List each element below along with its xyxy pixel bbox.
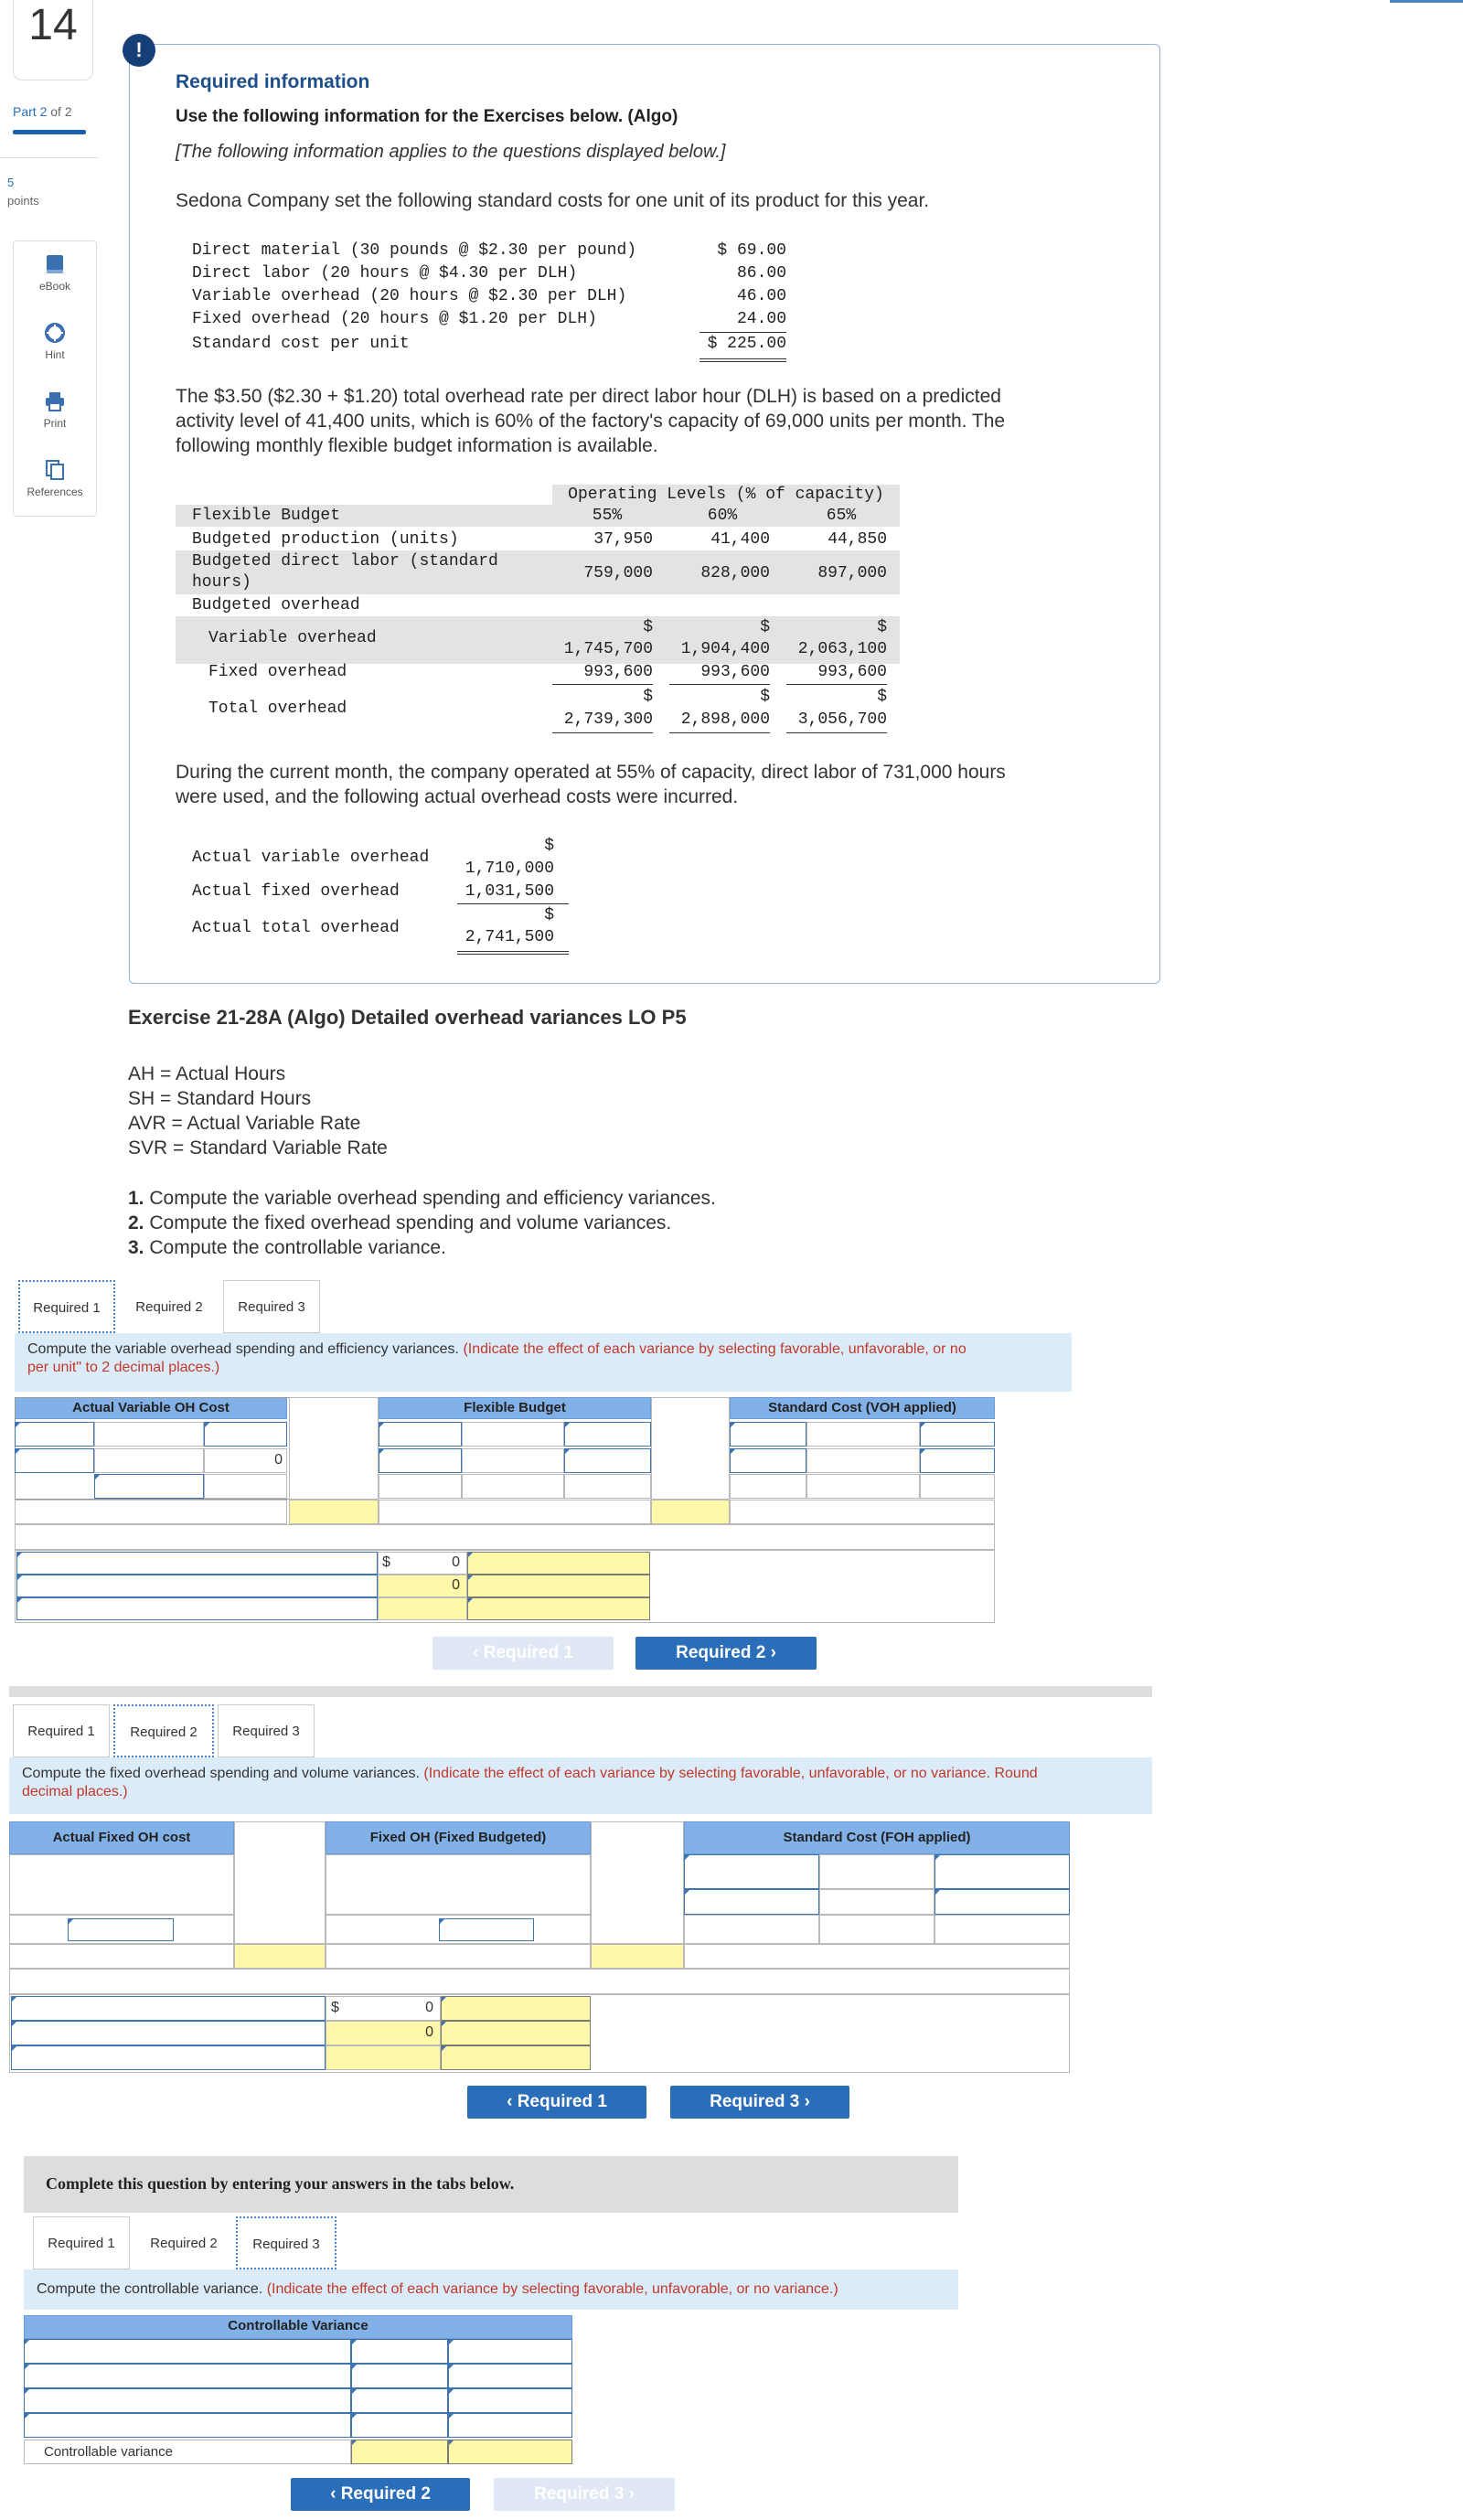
sc-input[interactable] xyxy=(684,1854,819,1889)
standard-cost-row xyxy=(192,335,786,358)
underline xyxy=(669,684,770,685)
task-number: 2. xyxy=(128,1212,144,1233)
sc-cell xyxy=(934,1915,1070,1944)
empty-row xyxy=(15,1524,995,1550)
controllable-variance-label: Controllable variance xyxy=(44,2444,173,2460)
dollar-sign: $ xyxy=(877,618,887,636)
printer-icon xyxy=(44,391,66,411)
summary-label-input[interactable] xyxy=(16,1575,378,1597)
instruction-note: per unit" to 2 decimal places.) xyxy=(27,1360,220,1375)
cv-value-input[interactable] xyxy=(351,2388,448,2413)
tab-required-3[interactable]: Required 3 xyxy=(218,1704,315,1757)
sc-input[interactable] xyxy=(920,1448,995,1473)
req1-instructions xyxy=(15,1333,1072,1392)
double-underline xyxy=(457,951,569,952)
cv-effect-input[interactable] xyxy=(448,2364,572,2388)
dollar-sign: $ xyxy=(760,618,770,636)
fb-input[interactable] xyxy=(564,1422,651,1447)
header-flexible-budget: Flexible Budget xyxy=(379,1397,651,1419)
cost-value: 46.00 xyxy=(736,287,786,305)
header-fixed-oh-budgeted: Fixed OH (Fixed Budgeted) xyxy=(326,1821,591,1854)
instruction-text: Compute the variable overhead spending and efficiency variances. xyxy=(27,1341,464,1357)
instruction-text: Compute the fixed overhead spending and volume variances. xyxy=(22,1766,424,1781)
next-required-3-button[interactable]: Required 3 › xyxy=(494,2478,675,2511)
avoh-cell xyxy=(204,1474,287,1499)
fb-input[interactable] xyxy=(564,1448,651,1473)
fb-cell xyxy=(462,1448,564,1473)
references-label: References xyxy=(27,486,83,498)
paragraph-line: were used, and the following actual overhead costs were incurred. xyxy=(176,786,739,807)
req3-instructions xyxy=(24,2269,958,2310)
double-underline xyxy=(552,732,653,733)
efficiency-variance-answer[interactable] xyxy=(651,1500,730,1524)
sc-cell xyxy=(806,1448,920,1473)
dollar-sign: $ xyxy=(544,906,554,924)
dollar-sign: $ xyxy=(643,618,653,636)
cost-label: Variable overhead (20 hours @ $2.30 per DLH) xyxy=(192,287,627,305)
actual-total-label: Actual total overhead xyxy=(192,919,400,937)
cv-total-value[interactable] xyxy=(351,2440,448,2464)
cv-effect-input[interactable] xyxy=(448,2413,572,2438)
cv-label-input[interactable] xyxy=(24,2413,351,2438)
ebook-label: eBook xyxy=(38,280,71,293)
summary-label-input[interactable] xyxy=(11,1996,326,2021)
double-underline xyxy=(669,732,770,733)
fb-cell xyxy=(564,1474,651,1499)
task-text: Compute the variable overhead spending and efficiency variances. xyxy=(149,1188,716,1209)
task-item xyxy=(128,1186,716,1211)
instruction-note: (Indicate the effect of each variance by selecting favorable, unfavorable, or no xyxy=(463,1341,966,1357)
dlh-label: Budgeted direct labor (standard xyxy=(192,552,498,571)
fb-cell xyxy=(462,1422,564,1447)
sc-cell xyxy=(806,1422,920,1447)
variable-55: 1,745,700 xyxy=(563,640,653,658)
fixed-65: 993,600 xyxy=(817,663,887,681)
level-65: 65% xyxy=(826,507,857,525)
info-paragraph-2 xyxy=(176,760,1006,809)
definitions-list xyxy=(128,1062,388,1160)
foh-cell xyxy=(326,1854,591,1915)
info-intro: Sedona Company set the following standard costs for one unit of its product for this year. xyxy=(176,190,930,211)
cv-label-input[interactable] xyxy=(24,2364,351,2388)
instruction-note: (Indicate the effect of each variance by selecting favorable, unfavorable, or no variance.) xyxy=(266,2281,838,2297)
cost-value: $ 69.00 xyxy=(717,241,786,260)
total-60: 2,898,000 xyxy=(680,710,770,729)
summary-value: 0 xyxy=(425,2000,433,2015)
task-text: Compute the controllable variance. xyxy=(149,1237,446,1258)
part-label: Part xyxy=(13,104,37,119)
tab-required-1[interactable]: Required 1 xyxy=(33,2216,130,2269)
points xyxy=(7,174,39,210)
cv-label-input[interactable] xyxy=(24,2388,351,2413)
fixed-overhead-label: Fixed overhead xyxy=(208,663,347,681)
actual-variable-label: Actual variable overhead xyxy=(192,849,430,867)
sc-cell xyxy=(684,1915,819,1944)
afoh-input[interactable] xyxy=(68,1918,174,1941)
summary-answer-select[interactable] xyxy=(467,1575,650,1597)
prev-required-2-button[interactable]: ‹ Required 2 xyxy=(291,2478,470,2511)
avoh-input[interactable] xyxy=(15,1422,94,1447)
avoh-input[interactable] xyxy=(15,1448,94,1473)
info-title: Required information xyxy=(176,71,370,92)
sc-cell xyxy=(806,1474,920,1499)
overhead-label: Budgeted overhead xyxy=(192,596,360,614)
exercise-title: Exercise 21-28A (Algo) Detailed overhead variances LO P5 xyxy=(128,1006,687,1029)
fb-input[interactable] xyxy=(379,1448,462,1473)
header-standard-cost-foh: Standard Cost (FOH applied) xyxy=(684,1821,1070,1854)
afoh-cell xyxy=(9,1854,234,1915)
summary-label-input[interactable] xyxy=(16,1552,378,1575)
dlh-65: 897,000 xyxy=(817,564,887,582)
fixed-spending-variance-answer[interactable] xyxy=(234,1944,326,1969)
underline xyxy=(786,684,887,685)
definition: AH = Actual Hours xyxy=(128,1063,286,1084)
avoh-total-value: 0 xyxy=(274,1452,283,1468)
info-applies-line: [The following information applies to the questions displayed below.] xyxy=(176,142,726,162)
sc-input[interactable] xyxy=(934,1889,1070,1915)
cv-value-input[interactable] xyxy=(351,2413,448,2438)
tab-required-3[interactable]: Required 3 xyxy=(236,2216,336,2269)
spending-variance-answer[interactable] xyxy=(289,1500,379,1524)
fixed-55: 993,600 xyxy=(583,663,653,681)
fixed-60: 993,600 xyxy=(700,663,770,681)
summary-answer-select[interactable] xyxy=(441,2021,591,2045)
underline xyxy=(699,332,786,333)
alert-icon: ! xyxy=(123,34,155,67)
sc-input[interactable] xyxy=(730,1422,806,1447)
production-label: Budgeted production (units) xyxy=(192,530,459,549)
total-overhead-label: Total overhead xyxy=(208,699,347,718)
avoh-input[interactable] xyxy=(94,1474,204,1499)
task-number: 1. xyxy=(128,1188,144,1209)
dlh-55: 759,000 xyxy=(583,564,653,582)
variance-cell xyxy=(730,1500,995,1524)
fb-input[interactable] xyxy=(379,1422,462,1447)
level-55: 55% xyxy=(592,507,623,525)
page-scroll-indicator[interactable] xyxy=(1390,0,1463,3)
references-button[interactable] xyxy=(14,447,96,516)
next-required-2-button[interactable]: Required 2 › xyxy=(635,1637,817,1670)
header-standard-cost-voh: Standard Cost (VOH applied) xyxy=(730,1397,995,1419)
variance-cell xyxy=(9,1944,234,1969)
actual-total-value: 2,741,500 xyxy=(465,928,554,946)
spacer-cell xyxy=(289,1397,379,1500)
cost-value: $ 225.00 xyxy=(707,335,786,353)
hint-button[interactable] xyxy=(14,310,96,379)
instruction-note: (Indicate the effect of each variance by selecting favorable, unfavorable, or no variance. Round xyxy=(423,1766,1038,1781)
ebook-button[interactable] xyxy=(14,241,96,310)
spacer-cell xyxy=(591,1821,684,1944)
dollar-sign: $ xyxy=(331,2000,339,2015)
task-number: 3. xyxy=(128,1237,144,1258)
summary-value-cell xyxy=(378,1597,467,1620)
complete-instruction-banner: Complete this question by entering your answers in the tabs below. xyxy=(24,2156,958,2213)
task-text: Compute the fixed overhead spending and volume variances. xyxy=(149,1212,672,1233)
info-use-line: Use the following information for the Exercises below. (Algo) xyxy=(176,107,678,126)
dollar-sign: $ xyxy=(760,688,770,706)
double-underline xyxy=(699,358,786,359)
production-65: 44,850 xyxy=(828,530,887,549)
points-value: 5 xyxy=(7,176,15,189)
definition: SH = Standard Hours xyxy=(128,1088,312,1109)
avoh-cell xyxy=(94,1422,204,1447)
sc-input[interactable] xyxy=(920,1422,995,1447)
tab-required-1[interactable]: Required 1 xyxy=(13,1704,110,1757)
sc-input[interactable] xyxy=(934,1854,1070,1889)
tools-panel xyxy=(13,240,97,517)
cost-label: Direct material (30 pounds @ $2.30 per pound) xyxy=(192,241,637,260)
summary-answer-select[interactable] xyxy=(467,1597,650,1620)
summary-label-input[interactable] xyxy=(11,2021,326,2045)
sc-cell xyxy=(819,1889,934,1915)
paragraph-line: activity level of 41,400 units, which is 60% of the factory's capacity of 69,000 units per month. The xyxy=(176,411,1006,432)
paragraph-line: following monthly flexible budget information is available. xyxy=(176,435,658,456)
sc-cell xyxy=(730,1474,806,1499)
cv-effect-input[interactable] xyxy=(448,2339,572,2364)
underline xyxy=(552,684,653,685)
task-item xyxy=(128,1235,716,1260)
part-of: of 2 xyxy=(50,104,72,119)
cv-total-effect-select[interactable] xyxy=(448,2440,572,2464)
avoh-cell xyxy=(94,1448,204,1473)
variable-overhead-label: Variable overhead xyxy=(208,629,377,647)
summary-value: 0 xyxy=(452,1554,460,1570)
print-button[interactable] xyxy=(14,379,96,447)
standard-cost-row xyxy=(192,287,786,310)
part-progress-bar xyxy=(13,130,86,134)
spacer-cell xyxy=(651,1397,730,1500)
part-indicator xyxy=(13,104,72,119)
next-required-3-button[interactable]: Required 3 › xyxy=(670,2086,849,2119)
operating-levels-header: Operating Levels (% of capacity) xyxy=(568,486,884,504)
summary-answer-select[interactable] xyxy=(467,1552,650,1575)
variance-cell xyxy=(379,1500,651,1524)
cost-label: Fixed overhead (20 hours @ $1.20 per DLH) xyxy=(192,310,597,328)
volume-variance-answer[interactable] xyxy=(591,1944,684,1969)
variance-cell xyxy=(684,1944,1070,1969)
definition: SVR = Standard Variable Rate xyxy=(128,1137,388,1159)
header-actual-variable-oh: Actual Variable OH Cost xyxy=(15,1397,287,1419)
standard-cost-row xyxy=(192,310,786,333)
task-item xyxy=(128,1211,716,1235)
variable-65: 2,063,100 xyxy=(797,640,887,658)
summary-answer-select[interactable] xyxy=(441,1996,591,2021)
cv-label-input[interactable] xyxy=(24,2339,351,2364)
paragraph-line: The $3.50 ($2.30 + $1.20) total overhead rate per direct labor hour (DLH) is based on a predicted xyxy=(176,386,1001,407)
section-divider xyxy=(9,1686,1152,1697)
tab-required-1[interactable]: Required 1 xyxy=(18,1280,115,1333)
divider xyxy=(0,157,99,158)
summary-value: 0 xyxy=(425,2024,433,2040)
definition: AVR = Actual Variable Rate xyxy=(128,1113,361,1134)
dollar-sign: $ xyxy=(544,837,554,855)
sc-input[interactable] xyxy=(684,1889,819,1915)
summary-answer-select[interactable] xyxy=(441,2045,591,2070)
instruction-text: Compute the controllable variance. xyxy=(37,2281,267,2297)
task-list xyxy=(128,1186,716,1260)
cost-value: 24.00 xyxy=(736,310,786,328)
fb-cell xyxy=(462,1474,564,1499)
variable-60: 1,904,400 xyxy=(680,640,770,658)
dlh-label-cont: hours) xyxy=(192,573,251,592)
double-underline xyxy=(457,954,569,955)
tab-required-2[interactable]: Required 2 xyxy=(113,1704,214,1757)
spacer-cell xyxy=(234,1821,326,1944)
empty-row xyxy=(9,1969,1070,1994)
instruction-note: decimal places.) xyxy=(22,1784,128,1799)
header-actual-fixed-oh: Actual Fixed OH cost xyxy=(9,1821,234,1854)
dollar-sign: $ xyxy=(382,1554,390,1570)
prev-required-1-button[interactable]: ‹ Required 1 xyxy=(467,2086,646,2119)
sc-cell xyxy=(819,1915,934,1944)
sc-cell xyxy=(819,1854,934,1889)
variance-cell xyxy=(326,1944,591,1969)
summary-value-cell xyxy=(326,2045,441,2070)
foh-input[interactable] xyxy=(439,1918,534,1941)
avoh-input[interactable] xyxy=(204,1422,287,1447)
part-value: 2 xyxy=(39,104,48,119)
lifebuoy-icon xyxy=(44,323,66,343)
variance-cell xyxy=(15,1500,287,1524)
dollar-sign: $ xyxy=(877,688,887,706)
cv-effect-input[interactable] xyxy=(448,2388,572,2413)
paragraph-line: During the current month, the company operated at 55% of capacity, direct labor of 731,000 hours xyxy=(176,762,1006,783)
documents-icon xyxy=(44,460,66,480)
underline xyxy=(457,903,569,904)
actual-fixed-label: Actual fixed overhead xyxy=(192,882,400,901)
dollar-sign: $ xyxy=(643,688,653,706)
production-55: 37,950 xyxy=(593,530,653,549)
info-paragraph-1 xyxy=(176,384,1005,458)
flex-budget-title: Flexible Budget xyxy=(192,507,341,525)
actual-variable-value: 1,710,000 xyxy=(465,860,554,878)
dlh-60: 828,000 xyxy=(700,564,770,582)
total-55: 2,739,300 xyxy=(563,710,653,729)
production-60: 41,400 xyxy=(710,530,770,549)
hint-label: Hint xyxy=(45,348,65,361)
question-number: 14 xyxy=(13,0,93,80)
level-60: 60% xyxy=(707,507,738,525)
cost-label: Standard cost per unit xyxy=(192,335,410,353)
summary-label-input[interactable] xyxy=(11,2045,326,2070)
prev-required-1-button[interactable]: ‹ Required 1 xyxy=(432,1637,614,1670)
double-underline xyxy=(786,732,887,733)
cost-label: Direct labor (20 hours @ $4.30 per DLH) xyxy=(192,264,578,283)
cv-value-input[interactable] xyxy=(351,2339,448,2364)
standard-cost-row xyxy=(192,241,786,264)
tab-required-3[interactable]: Required 3 xyxy=(223,1280,320,1333)
summary-value: 0 xyxy=(452,1577,460,1593)
tab-required-2[interactable]: Required 2 xyxy=(133,2216,234,2269)
actual-fixed-value: 1,031,500 xyxy=(465,882,554,901)
points-label: points xyxy=(7,194,39,208)
total-65: 3,056,700 xyxy=(797,710,887,729)
header-controllable-variance: Controllable Variance xyxy=(24,2315,572,2339)
sc-cell xyxy=(920,1474,995,1499)
summary-label-input[interactable] xyxy=(16,1597,378,1620)
sc-input[interactable] xyxy=(730,1448,806,1473)
req2-instructions xyxy=(9,1757,1152,1814)
fb-cell xyxy=(379,1474,462,1499)
standard-cost-row xyxy=(192,264,786,287)
tab-required-2[interactable]: Required 2 xyxy=(119,1280,219,1333)
book-icon xyxy=(44,254,66,274)
cv-value-input[interactable] xyxy=(351,2364,448,2388)
cost-value: 86.00 xyxy=(736,264,786,283)
print-label: Print xyxy=(43,417,67,430)
double-underline xyxy=(699,361,786,362)
